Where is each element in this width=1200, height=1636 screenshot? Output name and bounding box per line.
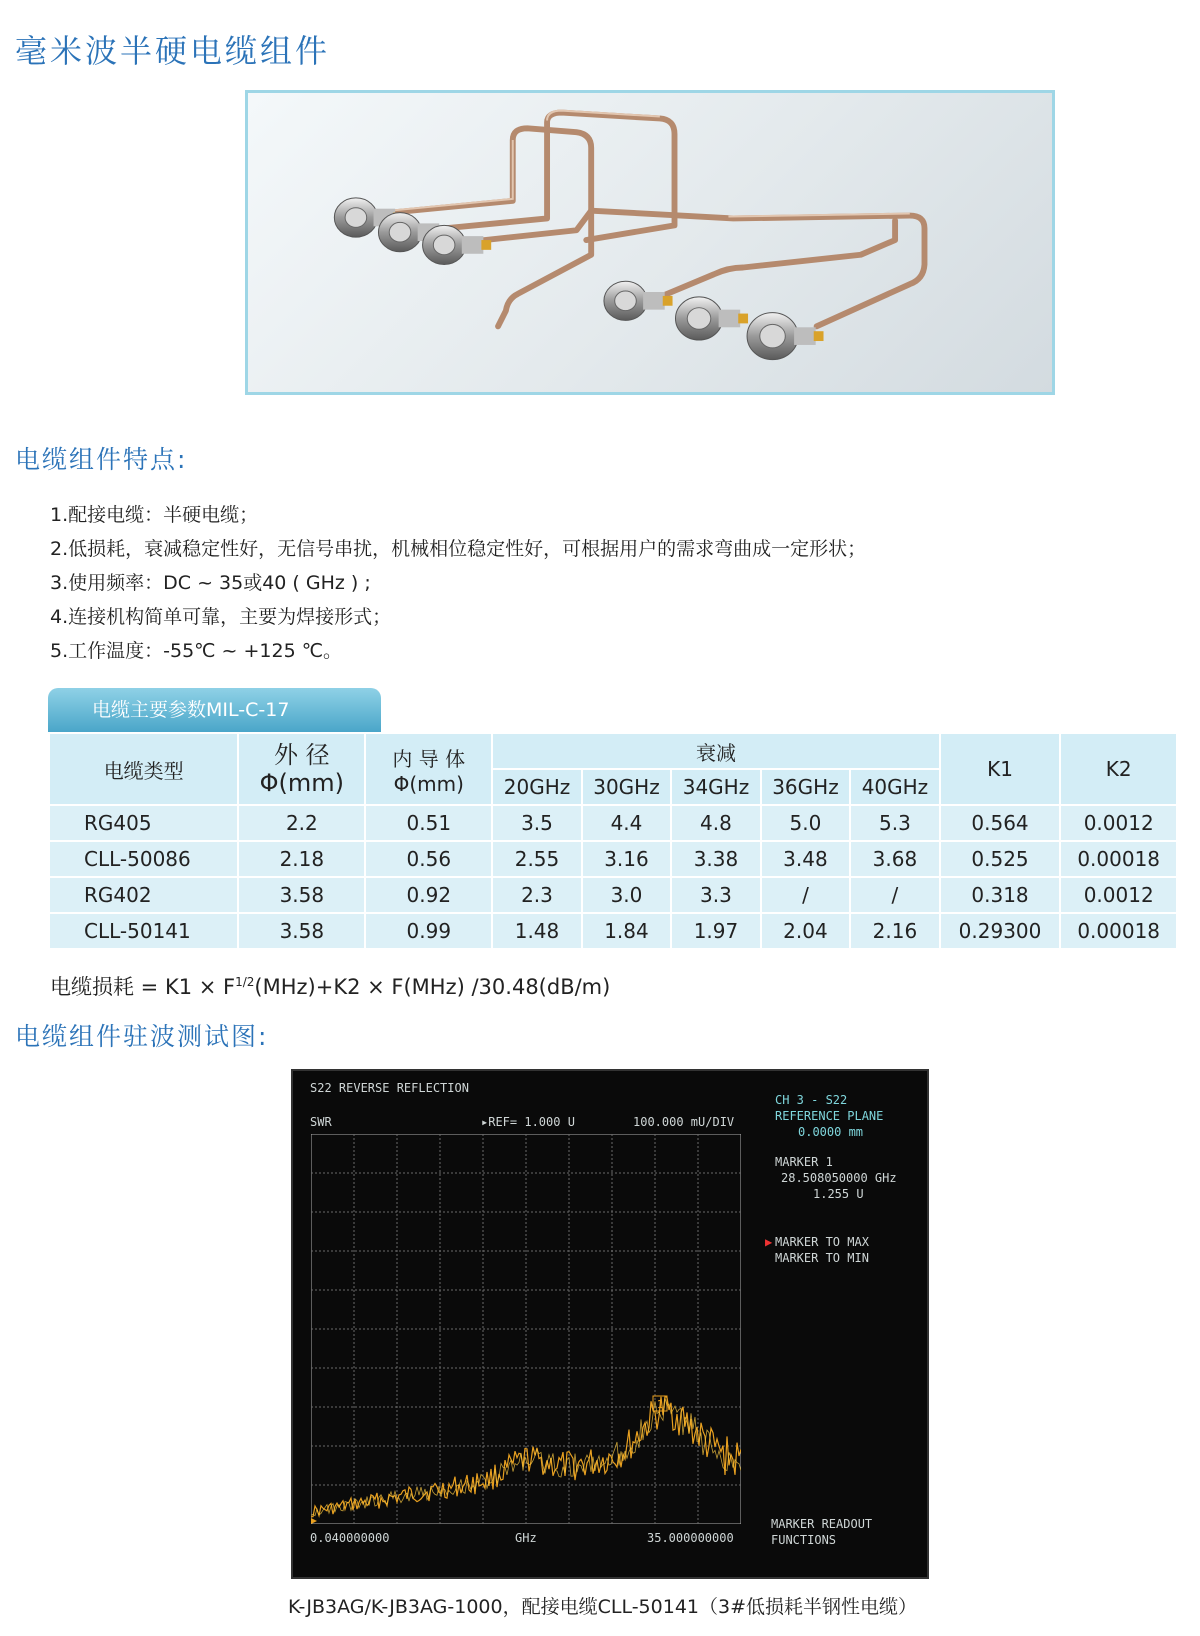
cell-attenuation: 4.4 xyxy=(582,805,671,841)
cell-attenuation: 3.0 xyxy=(582,877,671,913)
header-cable-type: 电缆类型 xyxy=(49,733,238,805)
plot-grid xyxy=(311,1134,741,1524)
marker-flag-label: 1 xyxy=(656,1398,664,1411)
cell-inner-diameter: 0.51 xyxy=(365,805,492,841)
marker-to-max-softkey[interactable]: MARKER TO MAX xyxy=(775,1235,869,1249)
cell-cable-type: RG405 xyxy=(49,805,238,841)
header-freq: 30GHz xyxy=(582,769,671,805)
analyzer-ref: ▸REF= 1.000 U xyxy=(481,1115,575,1129)
cell-attenuation: 2.04 xyxy=(761,913,850,949)
cell-cable-type: RG402 xyxy=(49,877,238,913)
cell-k2: 0.00018 xyxy=(1060,913,1177,949)
cell-outer-diameter: 2.2 xyxy=(238,805,365,841)
header-outer-diameter-label: 外 径 xyxy=(274,741,330,769)
cell-k2: 0.0012 xyxy=(1060,877,1177,913)
analyzer-scale: 100.000 mU/DIV xyxy=(633,1115,735,1129)
cell-attenuation: 2.3 xyxy=(492,877,581,913)
cell-attenuation: / xyxy=(761,877,850,913)
cell-attenuation: 5.3 xyxy=(850,805,939,841)
marker-frequency: 28.508050000 GHz xyxy=(781,1171,897,1185)
feature-item: 2.低损耗，衰减稳定性好，无信号串扰，机械相位稳定性好，可根据用户的需求弯曲成一定形状； xyxy=(50,538,867,560)
cell-attenuation: 3.68 xyxy=(850,841,939,877)
analyzer-format: SWR xyxy=(310,1115,332,1129)
table-row xyxy=(49,877,1177,913)
cell-k1: 0.564 xyxy=(940,805,1061,841)
table-row xyxy=(49,913,1177,949)
start-frequency: 0.040000000 xyxy=(310,1531,390,1545)
menu-pointer-icon: ▶ xyxy=(765,1235,773,1249)
cell-attenuation: 2.55 xyxy=(492,841,581,877)
header-k2: K2 xyxy=(1060,733,1177,805)
cell-inner-diameter: 0.99 xyxy=(365,913,492,949)
header-inner-conductor xyxy=(365,733,492,805)
formula-exponent: 1/2 xyxy=(235,975,255,989)
figure-caption: K-JB3AG/K-JB3AG-1000，配接电缆CLL-50141（3#低损耗半钢性电缆） xyxy=(288,1596,918,1618)
cell-attenuation: 1.48 xyxy=(492,913,581,949)
analyzer-ref-plane: REFERENCE PLANE xyxy=(775,1109,884,1123)
network-analyzer-screen xyxy=(291,1069,929,1579)
marker-readout-softkey[interactable]: MARKER READOUT xyxy=(771,1517,873,1531)
cell-inner-diameter: 0.56 xyxy=(365,841,492,877)
analyzer-title: S22 REVERSE REFLECTION xyxy=(310,1081,469,1095)
cell-attenuation: 1.84 xyxy=(582,913,671,949)
cell-attenuation: 4.8 xyxy=(671,805,760,841)
features-heading: 电缆组件特点: xyxy=(15,445,188,474)
cell-attenuation: 3.48 xyxy=(761,841,850,877)
functions-softkey[interactable]: FUNCTIONS xyxy=(771,1533,837,1547)
stop-frequency: 35.000000000 xyxy=(647,1531,734,1545)
swr-heading: 电缆组件驻波测试图: xyxy=(15,1022,269,1051)
cell-outer-diameter: 3.58 xyxy=(238,913,365,949)
cell-outer-diameter: 3.58 xyxy=(238,877,365,913)
axis-unit: GHz xyxy=(515,1531,537,1545)
feature-item: 5.工作温度：-55℃ ~ +125 ℃。 xyxy=(50,640,343,662)
formula-main: 电缆损耗 = K1 × F xyxy=(50,975,236,999)
header-inner-conductor-unit: Φ(mm) xyxy=(393,771,464,796)
cell-attenuation: 1.97 xyxy=(671,913,760,949)
header-freq: 36GHz xyxy=(761,769,850,805)
table-tab-label: 电缆主要参数MIL-C-17 xyxy=(48,688,381,732)
analyzer-ref-plane-value: 0.0000 mm xyxy=(798,1125,864,1139)
header-attenuation: 衰减 xyxy=(492,733,939,769)
cell-cable-type: CLL-50086 xyxy=(49,841,238,877)
marker-label: MARKER 1 xyxy=(775,1155,833,1169)
cell-attenuation: 3.5 xyxy=(492,805,581,841)
feature-item: 4.连接机构简单可靠，主要为焊接形式； xyxy=(50,606,392,628)
features-list xyxy=(50,498,866,668)
cell-attenuation: 5.0 xyxy=(761,805,850,841)
swr-plot-svg xyxy=(311,1134,741,1524)
header-freq: 20GHz xyxy=(492,769,581,805)
feature-item: 1.配接电缆：半硬电缆； xyxy=(50,504,259,526)
header-outer-diameter-unit: Φ(mm) xyxy=(259,769,345,797)
connector-group-right xyxy=(604,281,824,359)
cell-outer-diameter: 2.18 xyxy=(238,841,365,877)
reference-pointer-icon xyxy=(311,1518,317,1524)
formula-rest: (MHz)+K2 × F(MHz) /30.48(dB/m) xyxy=(254,975,611,999)
table-row xyxy=(49,841,1177,877)
feature-item: 3.使用频率：DC ~ 35或40 ( GHz ) ; xyxy=(50,572,371,594)
cable-parameters-table xyxy=(48,732,1178,950)
cell-cable-type: CLL-50141 xyxy=(49,913,238,949)
cell-k1: 0.525 xyxy=(940,841,1061,877)
cable-assembly-photo xyxy=(245,90,1055,395)
cell-k2: 0.00018 xyxy=(1060,841,1177,877)
header-freq: 40GHz xyxy=(850,769,939,805)
cell-attenuation: / xyxy=(850,877,939,913)
header-inner-conductor-label: 内 导 体 xyxy=(392,746,466,771)
cell-attenuation: 2.16 xyxy=(850,913,939,949)
swr-plot xyxy=(311,1134,741,1524)
cell-k1: 0.318 xyxy=(940,877,1061,913)
cell-inner-diameter: 0.92 xyxy=(365,877,492,913)
table-row xyxy=(49,805,1177,841)
analyzer-channel: CH 3 - S22 xyxy=(775,1093,848,1107)
cell-attenuation: 3.16 xyxy=(582,841,671,877)
cell-attenuation: 3.38 xyxy=(671,841,760,877)
marker-to-min-softkey[interactable]: MARKER TO MIN xyxy=(775,1251,869,1265)
header-freq: 34GHz xyxy=(671,769,760,805)
header-k1: K1 xyxy=(940,733,1061,805)
cable-assembly-illustration xyxy=(248,93,1052,392)
header-outer-diameter xyxy=(238,733,365,805)
marker-value: 1.255 U xyxy=(813,1187,864,1201)
cell-k1: 0.29300 xyxy=(940,913,1061,949)
cell-attenuation: 3.3 xyxy=(671,877,760,913)
cell-k2: 0.0012 xyxy=(1060,805,1177,841)
loss-formula xyxy=(50,971,610,1001)
page-title: 毫米波半硬电缆组件 xyxy=(15,32,331,70)
